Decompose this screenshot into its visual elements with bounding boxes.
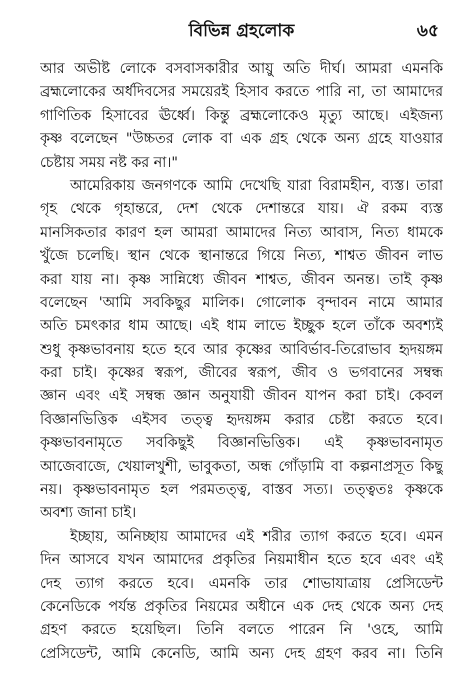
text-line: আজেবাজে, খেয়ালখুশী, ভাবুকতা, অন্ধ গোঁড়ামি বা কল্পনাপ্রসূত কিছু	[40, 458, 443, 475]
text-line: জ্ঞান এবং এই সম্বন্ধ জ্ঞান অনুযায়ী জীবন যাপন করা চাই। কেবল	[40, 388, 443, 405]
text-line: মানসিকতার কারণ হল আমরা আমাদের নিত্য আবাস, নিত্য ধামকে	[40, 224, 443, 241]
text-line: অবশ্য জানা চাই।	[40, 505, 137, 522]
text-line: ইচ্ছায়, অনিচ্ছায় আমাদের এই শরীর ত্যাগ করতে হবে। এমন	[70, 528, 443, 545]
text-line: নয়। কৃষ্ণভাবনামৃত হল পরমতত্ত্ব, বাস্তব সত্য। তত্ত্বতঃ কৃষ্ণকে	[40, 482, 443, 499]
page-number: ৬৫	[416, 21, 439, 41]
text-line: কেনেডিকে পর্যন্ত প্রকৃতির নিয়মের অধীনে এক দেহ থেকে অন্য দেহ	[40, 598, 443, 615]
text-line: আর অভীষ্ট লোকে বসবাসকারীর আয়ু অতি দীর্ঘ। আমরা এমনকি	[40, 61, 443, 77]
paragraph-2	[40, 175, 443, 526]
chapter-title: বিভিন্ন গ্রহলোক	[188, 21, 295, 41]
text-line: প্রেসিডেন্ট, আমি কেনেডি, আমি অন্য দেহ গ্রহণ করব না। তিনি	[40, 645, 443, 662]
text-line: গাণিতিক হিসাবের ঊর্ধ্বে। কিন্তু ব্রহ্মলোকেও মৃত্যু আছে। এইজন্য	[40, 107, 443, 124]
text-line: বিজ্ঞানভিত্তিক এইসব তত্ত্ব হৃদয়ঙ্গম করার চেষ্টা করতে হবে।	[40, 411, 443, 428]
paragraph-1	[40, 58, 443, 175]
text-line: আমেরিকায় জনগণকে আমি দেখেছি যারা বিরামহীন, ব্যস্ত। তারা	[70, 177, 443, 194]
text-line: বলেছেন 'আমি সবকিছুর মালিক। গোলোক বৃন্দাবন নামে আমার	[40, 294, 443, 311]
text-line: অতি চমৎকার ধাম আছে। এই ধাম লাভে ইচ্ছুক হলে তাঁকে অবশ্যই	[40, 318, 443, 335]
text-line: চেষ্টায় সময় নষ্ট কর না।"	[40, 154, 178, 171]
paragraph-3	[40, 526, 443, 666]
text-line: দিন আসবে যখন আমাদের প্রকৃতির নিয়মাধীন হতে হবে এবং এই	[40, 552, 443, 569]
text-line: দেহ ত্যাগ করতে হবে। এমনকি তার শোভাযাত্রায় প্রেসিডেন্ট	[40, 575, 443, 592]
text-line: করা যায় না। কৃষ্ণ সান্নিধ্যে জীবন শাশ্বত, জীবন অনন্ত। তাই কৃষ্ণ	[40, 271, 443, 288]
text-line: গৃহ থেকে গৃহান্তরে, দেশ থেকে দেশান্তরে যায়। ঐ রকম ব্যস্ত	[40, 201, 443, 218]
text-line: ব্রহ্মলোকের অর্ধদিবসের সময়েরই হিসাব করতে পারি না, তা আমাদের	[40, 84, 443, 101]
text-line: খুঁজে চলেছি। স্থান থেকে স্থানান্তরে গিয়ে নিত্য, শাশ্বত জীবন লাভ	[40, 248, 443, 265]
text-line: করা চাই। কৃষ্ণের স্বরূপ, জীবের স্বরূপ, জীব ও ভগবানের সম্বন্ধ	[40, 365, 443, 382]
text-line: শুধু কৃষ্ণভাবনায় হতে হবে আর কৃষ্ণের আবির্ভাব-তিরোভাব হৃদয়ঙ্গম	[40, 341, 443, 358]
text-line: কৃষ্ণভাবনামৃতে সবকিছুই বিজ্ঞানভিত্তিক। এই কৃষ্ণভাবনামৃত	[40, 435, 443, 452]
text-line: কৃষ্ণ বলেছেন "উচ্চতর লোক বা এক গ্রহ থেকে অন্য গ্রহে যাওয়ার	[40, 131, 443, 148]
text-line: গ্রহণ করতে হয়েছিল। তিনি বলতে পারেন নি 'ওহে, আমি	[40, 622, 443, 639]
running-header	[40, 18, 443, 44]
